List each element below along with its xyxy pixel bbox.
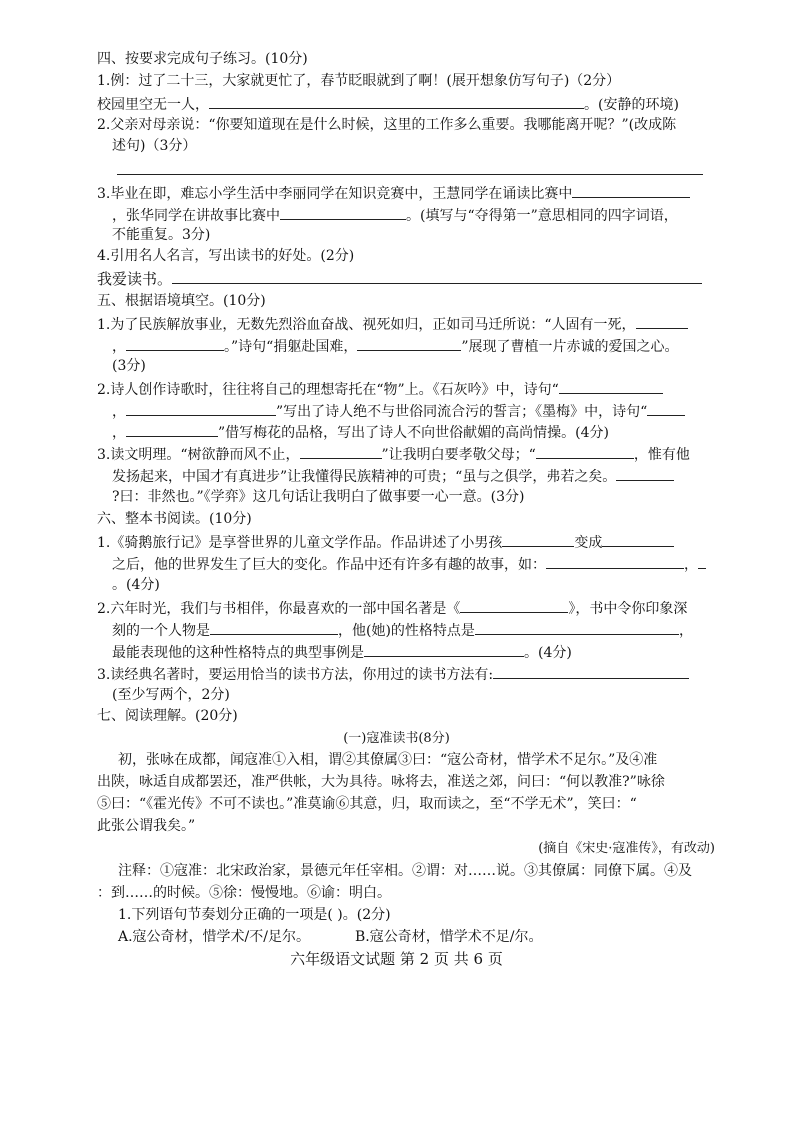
s6-q2-line3 xyxy=(112,642,572,662)
answer-blank[interactable] xyxy=(126,336,224,351)
s5-q3-text: 3.读文明理。“树欲静而风不止， xyxy=(97,447,300,463)
s4-q4-prompt: 4.引用名人名言，写出读书的好处。(2分) xyxy=(97,248,355,264)
section-4-title: 四、按要求完成句子练习。(10分) xyxy=(97,51,308,67)
passage-notes: 注释：①寇准：北宋政治家，景德元年任宰相。②谓：对……说。③其僚属：同僚下属。④及 xyxy=(118,863,692,879)
s6-q2-text: 最能表现他的这种性格特点的典型事例是 xyxy=(112,645,364,661)
s6-q2-line2 xyxy=(112,620,693,640)
s6-q3-line1 xyxy=(97,664,689,684)
answer-blank[interactable] xyxy=(126,401,276,416)
s4-q1-prompt: 1.例：过了二十三，大家就更忙了，春节眨眼就到了啊！(展开想象仿写句子)（2分） xyxy=(97,73,621,89)
s4-q3-line2 xyxy=(112,205,678,225)
answer-blank[interactable] xyxy=(126,422,218,437)
s6-q3-line2: (至少写两个，2分) xyxy=(112,687,230,703)
answer-blank[interactable] xyxy=(616,466,674,481)
s4-q1-hint: 。(安静的环境) xyxy=(584,97,679,113)
s6-q1-text: 变成 xyxy=(574,535,603,551)
s4-q3-line1 xyxy=(97,183,690,203)
s5-q2-text: ”借写梅花的品格，写出了诗人不向世俗献媚的高尚情操。(4分) xyxy=(218,425,609,441)
s5-q2-line3 xyxy=(112,422,609,442)
answer-blank[interactable] xyxy=(300,444,382,459)
page-footer: 六年级语文试题 第 2 页 共 6 页 xyxy=(290,950,503,968)
s6-q2-text: 刻的一个人物是 xyxy=(112,623,210,639)
s6-q2-text: 》，书中令你印象深 xyxy=(568,601,688,617)
s4-q3-line3: 不能重复。3分) xyxy=(112,227,211,243)
s4-q1-lead: 校园里空无一人， xyxy=(97,97,209,113)
answer-blank[interactable] xyxy=(698,554,706,569)
passage-line: 出陕，咏适自成都罢还，准严供帐，大为具待。咏将去，准送之郊，问曰：“何以教准?”咏徐 xyxy=(97,774,665,790)
s5-q2-line2 xyxy=(112,401,685,421)
answer-blank[interactable] xyxy=(536,444,634,459)
answer-blank[interactable] xyxy=(364,642,524,657)
s6-q1-line1 xyxy=(97,532,674,552)
s4-q3-text: 3.毕业在即，难忘小学生活中李丽同学在知识竞赛中，王慧同学在诵读比赛中 xyxy=(97,186,573,202)
passage-notes-cont: ：到……的时候。⑤徐：慢慢地。⑥谕：明白。 xyxy=(97,885,391,901)
s4-q3-text: 。(填写与“夺得第一”意思相同的四字词语， xyxy=(406,208,678,224)
s4-q3-text: ，张华同学在讲故事比赛中 xyxy=(112,208,280,224)
answer-blank[interactable] xyxy=(602,532,674,547)
answer-blank[interactable] xyxy=(475,620,679,635)
answer-blank[interactable] xyxy=(572,183,690,198)
section-7-title: 七、阅读理解。(20分) xyxy=(97,708,238,724)
s6-q3-text: 3.读经典名著时，要运用恰当的读书方法，你用过的读书方法有: xyxy=(97,667,494,683)
s4-q4-answer-line xyxy=(97,269,702,288)
s5-q1-text: 1.为了民族解放事业，无数先烈浴血奋战、视死如归，正如司马迁所说：“人固有一死， xyxy=(97,317,636,333)
s5-q2-text: ， xyxy=(112,404,126,420)
s6-q2-text: 。(4分) xyxy=(524,645,572,661)
section-5-title: 五、根据语境填空。(10分) xyxy=(97,293,266,309)
s5-q3-line3: ?曰：非然也。”《学弈》这几句话让我明白了做事要一心一意。(3分) xyxy=(112,489,525,505)
s7-q1-option-b[interactable]: B.寇公奇材，惜学术不足/尔。 xyxy=(355,929,543,945)
s6-q1-text: ， xyxy=(684,557,698,573)
s5-q3-line2 xyxy=(112,466,674,486)
answer-blank[interactable] xyxy=(502,532,574,547)
s4-q2-prompt-cont: 述句)（3分） xyxy=(112,138,197,154)
s5-q2-text: ， xyxy=(112,425,126,441)
answer-blank[interactable] xyxy=(209,94,584,109)
s7-q1-option-a[interactable]: A.寇公奇材，惜学术/不/足尔。 xyxy=(118,929,310,945)
s5-q3-text: 发扬起来，中国才有真进步”让我懂得民族精神的可贵；“虽与之俱学，弗若之矣。 xyxy=(112,469,617,485)
s4-q2-prompt: 2.父亲对母亲说：“你要知道现在是什么时候，这里的工作多么重要。我哪能离开呢？”(改成陈 xyxy=(97,117,677,133)
s5-q2-text: 2.诗人创作诗歌时，往往将自己的理想寄托在“物”上。《石灰吟》中，诗句“ xyxy=(97,382,559,398)
answer-blank[interactable] xyxy=(546,554,684,569)
answer-blank[interactable] xyxy=(357,336,461,351)
answer-blank[interactable] xyxy=(559,379,663,394)
s6-q1-score: 。(4分) xyxy=(112,577,160,593)
s5-q1-line2 xyxy=(112,336,679,356)
s5-q1-text: 。”诗句“捐躯赴国难， xyxy=(224,339,358,355)
s6-q2-line1 xyxy=(97,598,687,618)
passage-line: ⑤曰：“《霍光传》不可不读也。”准莫谕⑥其意，归，取而读之，至“不学无术”，笑曰：“ xyxy=(97,796,637,812)
s6-q2-text: ， xyxy=(678,623,693,639)
s6-q1-line2 xyxy=(112,554,706,574)
passage-title: (一)寇准读书(8分) xyxy=(343,731,450,746)
passage-line: 此张公谓我矣。” xyxy=(97,818,196,834)
answer-blank[interactable] xyxy=(172,269,702,284)
s5-q3-text: ”让我明白要孝敬父母；“ xyxy=(381,447,536,463)
s5-q3-text: ，惟有他 xyxy=(633,447,690,463)
s6-q1-text: 之后，他的世界发生了巨大的变化。作品中还有许多有趣的故事，如： xyxy=(112,557,546,573)
answer-blank[interactable] xyxy=(280,205,406,220)
s5-q2-line1 xyxy=(97,379,663,399)
s5-q1-text: ， xyxy=(112,339,126,355)
s5-q3-line1 xyxy=(97,444,690,464)
answer-blank[interactable] xyxy=(647,401,685,416)
s6-q2-text: 2.六年时光，我们与书相伴，你最喜欢的一部中国名著是《 xyxy=(97,601,461,617)
answer-blank[interactable] xyxy=(210,620,338,635)
s6-q1-text: 1.《骑鹅旅行记》是享誉世界的儿童文学作品。作品讲述了小男孩 xyxy=(97,535,503,551)
passage-source: (摘自《宋史·寇准传》，有改动) xyxy=(538,841,715,856)
s5-q1-text: ”展现了曹植一片赤诚的爱国之心。 xyxy=(461,339,679,355)
s4-q1-answer-line xyxy=(97,94,679,114)
s7-q1-prompt: 1.下列语句节奏划分正确的一项是( )。(2分) xyxy=(118,907,391,923)
s5-q1-line1 xyxy=(97,314,688,334)
answer-rule[interactable] xyxy=(117,174,703,175)
answer-blank[interactable] xyxy=(460,598,568,613)
answer-blank[interactable] xyxy=(636,314,688,329)
passage-line: 初，张咏在成都，闻寇准①入相，谓②其僚属③曰：“寇公奇材，惜学术不足尔。”及④准 xyxy=(118,752,658,768)
s6-q2-text: ，他(她)的性格特点是 xyxy=(338,623,475,639)
section-6-title: 六、整本书阅读。(10分) xyxy=(97,511,252,527)
answer-blank[interactable] xyxy=(493,664,689,679)
s5-q1-score: (3分) xyxy=(112,358,146,374)
s5-q2-text: ”写出了诗人绝不与世俗同流合污的誓言；《墨梅》中，诗句“ xyxy=(276,404,648,420)
s4-q4-lead: 我爱读书。 xyxy=(97,270,173,288)
